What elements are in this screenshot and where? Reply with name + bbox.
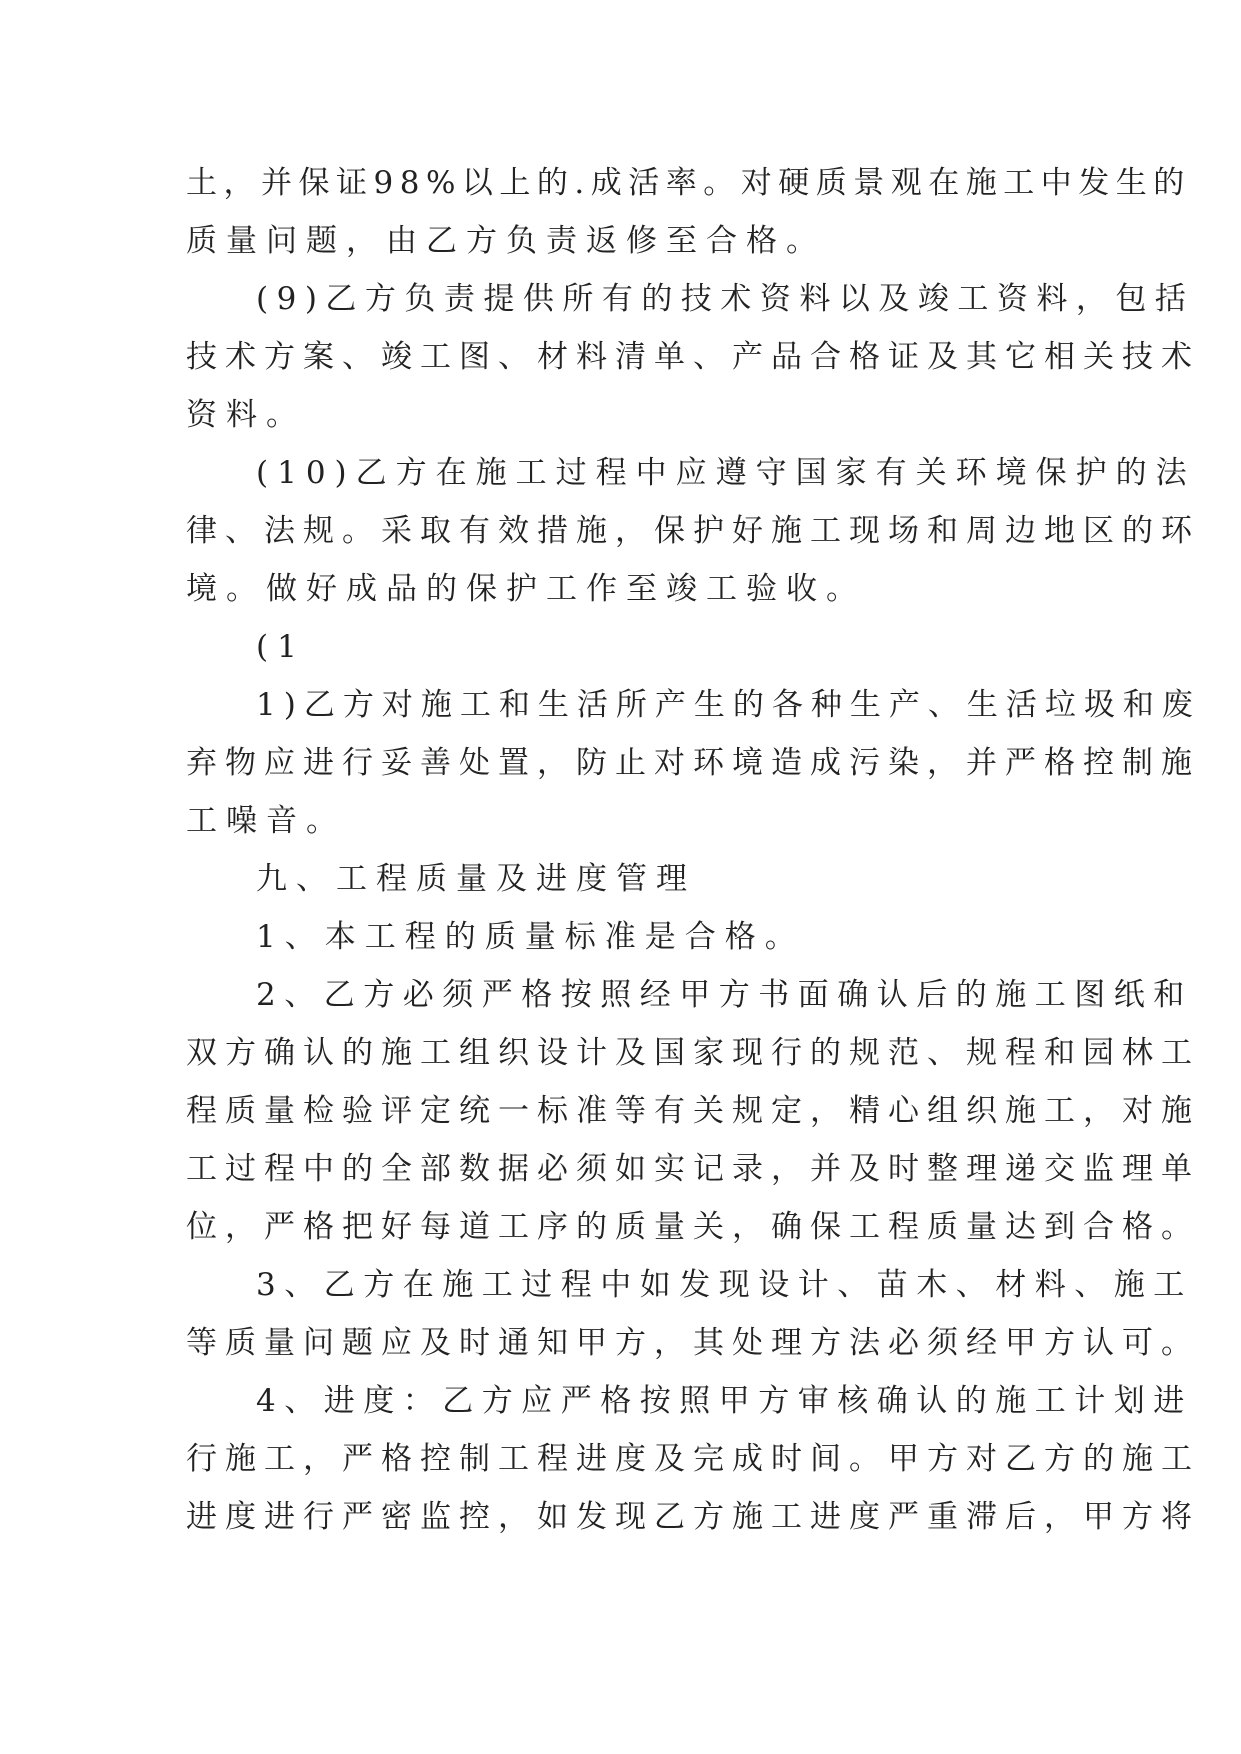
text-line: (1 (256, 629, 306, 665)
text-line: (9)乙方负责提供所有的技术资料以及竣工资料，包括 (256, 281, 1195, 317)
text-line: 进度进行严密监控，如发现乙方施工进度严重滞后，甲方将 (186, 1499, 1200, 1535)
text-line: 境。做好成品的保护工作至竣工验收。 (186, 571, 866, 607)
text-line: 律、法规。采取有效措施，保护好施工现场和周边地区的环 (186, 513, 1200, 549)
text-line: 资料。 (186, 397, 306, 433)
section-heading: 九、工程质量及进度管理 (256, 861, 696, 897)
text-line: 双方确认的施工组织设计及国家现行的规范、规程和园林工 (186, 1035, 1200, 1071)
text-line: 1、本工程的质量标准是合格。 (256, 919, 805, 955)
text-line: 4、进度：乙方应严格按照甲方审核确认的施工计划进 (256, 1383, 1193, 1419)
text-line: 3、乙方在施工过程中如发现设计、苗木、材料、施工 (256, 1267, 1193, 1303)
text-line: 程质量检验评定统一标准等有关规定，精心组织施工，对施 (186, 1093, 1200, 1129)
text-line: 弃物应进行妥善处置，防止对环境造成污染，并严格控制施 (186, 745, 1200, 781)
text-line: (10)乙方在施工过程中应遵守国家有关环境保护的法 (256, 455, 1196, 491)
text-line: 1)乙方对施工和生活所产生的各种生产、生活垃圾和废 (256, 687, 1201, 723)
text-line: 位，严格把好每道工序的质量关，确保工程质量达到合格。 (186, 1209, 1200, 1245)
text-line: 土，并保证98%以上的.成活率。对硬质景观在施工中发生的 (186, 165, 1191, 201)
text-line: 技术方案、竣工图、材料清单、产品合格证及其它相关技术 (186, 339, 1200, 375)
text-line: 2、乙方必须严格按照经甲方书面确认后的施工图纸和 (256, 977, 1193, 1013)
text-line: 工噪音。 (186, 803, 346, 839)
text-line: 行施工，严格控制工程进度及完成时间。甲方对乙方的施工 (186, 1441, 1200, 1477)
text-line: 质量问题，由乙方负责返修至合格。 (186, 223, 826, 259)
text-line: 等质量问题应及时通知甲方，其处理方法必须经甲方认可。 (186, 1325, 1200, 1361)
text-line: 工过程中的全部数据必须如实记录，并及时整理递交监理单 (186, 1151, 1200, 1187)
